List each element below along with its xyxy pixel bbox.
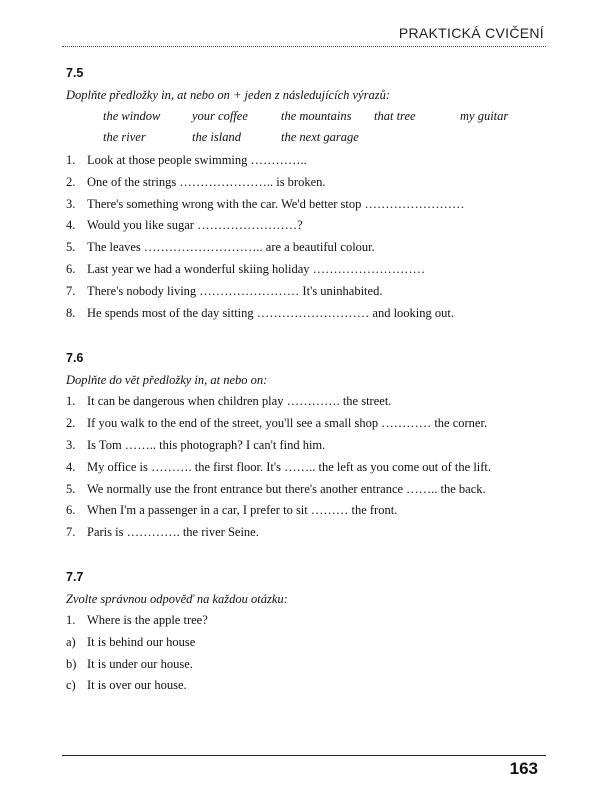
exercise-item (66, 500, 546, 522)
exercise-instruction: Doplňte předložky in, at nebo on + jeden z následujících výrazů: (66, 88, 390, 102)
item-text: My office is ………. the first floor. It's …….. the left as you come out of the lift. (87, 459, 492, 474)
item-text: Paris is …………. the river Seine. (87, 525, 259, 540)
page-number: 163 (509, 759, 538, 778)
exercise-item (66, 479, 546, 501)
exercise-items (66, 150, 546, 324)
exercise-item (66, 522, 546, 544)
exercise-7-5 (66, 62, 546, 324)
word-bank-item: my guitar (460, 109, 509, 123)
word-bank-item: the window (103, 109, 161, 123)
item-number: 6. (66, 261, 76, 276)
item-number: 1. (66, 394, 76, 409)
exercise-item (66, 435, 546, 457)
exercise-item (66, 150, 546, 172)
exercise-item (66, 413, 546, 435)
answer-option (66, 654, 546, 676)
item-text: If you walk to the end of the street, you'll see a small shop ………… the corner. (87, 416, 488, 431)
exercise-item (66, 194, 546, 216)
option-text: It is behind our house (87, 634, 196, 649)
running-header (62, 22, 546, 47)
item-number: 1. (66, 153, 76, 167)
exercise-item (66, 391, 546, 413)
footer-rule (62, 755, 546, 756)
word-bank-item: the next garage (281, 130, 359, 144)
item-number: 1. (66, 612, 76, 627)
word-bank-item: the mountains (281, 109, 352, 123)
option-letter: c) (66, 678, 76, 693)
exercise-item (66, 259, 546, 281)
exercise-instruction: Zvolte správnou odpověď na každou otázku: (66, 591, 288, 606)
item-text: Where is the apple tree? (87, 612, 208, 627)
exercise-7-6 (66, 347, 546, 544)
page-content (66, 62, 546, 697)
exercise-item (66, 457, 546, 479)
item-number: 2. (66, 174, 76, 189)
item-text: Last year we had a wonderful skiing holiday ……………………… (87, 261, 426, 276)
item-text: Look at those people swimming ………….. (87, 153, 307, 167)
item-number: 2. (66, 416, 76, 431)
item-number: 8. (66, 305, 76, 320)
item-text: Is Tom …….. this photograph? I can't find him. (87, 437, 326, 452)
item-text: When I'm a passenger in a car, I prefer to sit ……… the front. (87, 503, 398, 518)
answer-option (66, 632, 546, 654)
exercise-item (66, 303, 546, 325)
item-number: 7. (66, 525, 76, 540)
header-title: PRAKTICKÁ CVIČENÍ (398, 25, 544, 41)
word-bank-item: your coffee (192, 109, 248, 123)
item-text: He spends most of the day sitting ……………………… and looking out. (87, 305, 454, 320)
item-text: It can be dangerous when children play …………. the street. (87, 394, 392, 409)
item-text: There's nobody living …………………… It's uninhabited. (87, 283, 383, 298)
item-text: Would you like sugar ……………………? (87, 218, 303, 233)
option-text: It is over our house. (87, 678, 187, 693)
item-number: 4. (66, 218, 76, 233)
exercise-item (66, 172, 546, 194)
option-text: It is under our house. (87, 656, 193, 671)
word-bank-item: the island (192, 130, 241, 144)
exercise-number: 7.7 (66, 569, 84, 584)
item-number: 5. (66, 481, 76, 496)
word-bank-item: that tree (374, 109, 416, 123)
exercise-number: 7.5 (66, 66, 84, 80)
exercise-items (66, 391, 546, 544)
exercise-item (66, 610, 546, 632)
option-letter: a) (66, 634, 76, 649)
item-number: 7. (66, 283, 76, 298)
item-text: There's something wrong with the car. We'd better stop …………………… (87, 196, 465, 211)
item-text: We normally use the front entrance but there's another entrance …….. the back. (87, 481, 486, 496)
item-number: 4. (66, 459, 76, 474)
item-text: One of the strings ………………….. is broken. (87, 174, 326, 189)
exercise-item (66, 215, 546, 237)
item-text: The leaves ……………………….. are a beautiful colour. (87, 240, 375, 255)
exercise-7-7 (66, 566, 546, 697)
exercise-number: 7.6 (66, 351, 84, 366)
item-number: 3. (66, 437, 76, 452)
word-bank (103, 106, 546, 148)
exercise-items (66, 610, 546, 697)
exercise-instruction: Doplňte do vět předložky in, at nebo on: (66, 373, 268, 388)
item-number: 3. (66, 196, 76, 211)
item-number: 6. (66, 503, 76, 518)
word-bank-item: the river (103, 130, 146, 144)
exercise-item (66, 237, 546, 259)
item-number: 5. (66, 240, 76, 255)
option-letter: b) (66, 656, 77, 671)
exercise-item (66, 281, 546, 303)
answer-option (66, 675, 546, 697)
